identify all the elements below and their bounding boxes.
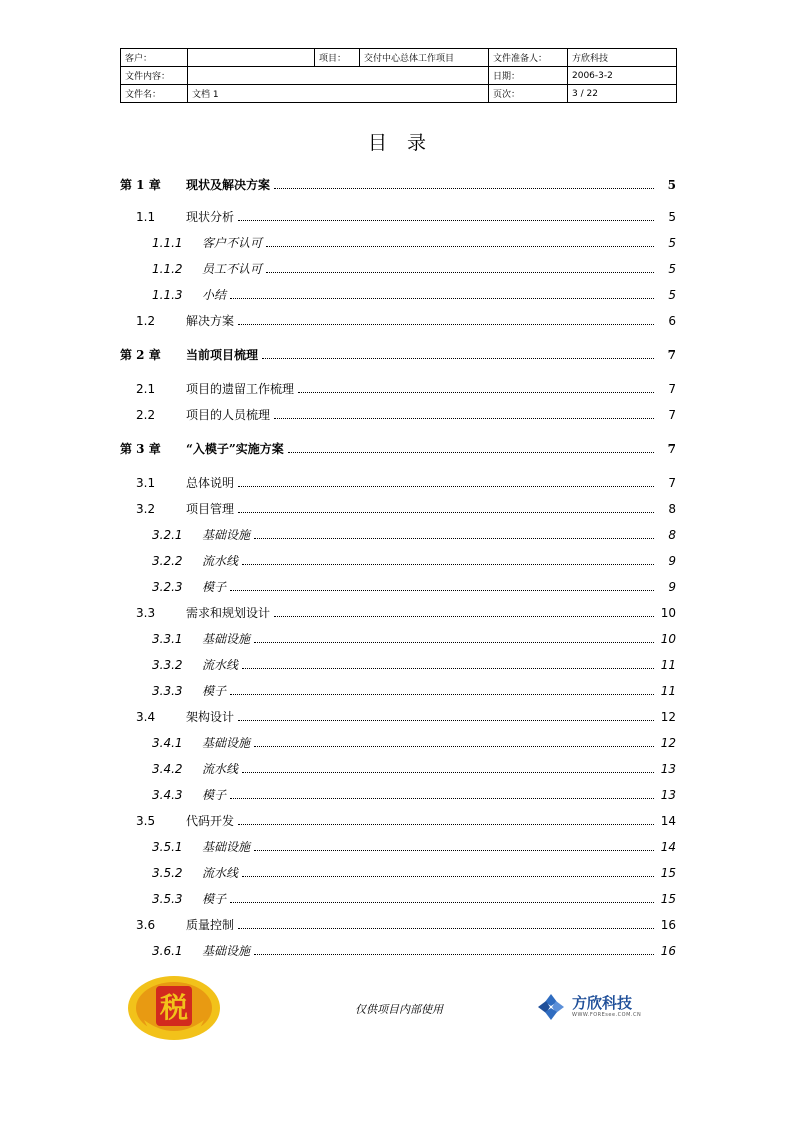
- toc-entry[interactable]: [120, 310, 676, 328]
- brand-name: 方欣科技: [572, 994, 633, 1012]
- toc-entry-title: 解决方案: [186, 314, 235, 328]
- toc-entry-title: 当前项目梳理: [186, 348, 259, 362]
- toc-entry-title: 项目管理: [186, 502, 235, 516]
- toc-dot-leader: [242, 563, 654, 565]
- toc-entry-number: 3.5.1: [152, 840, 183, 854]
- toc-entry-number: 1.2: [136, 314, 156, 328]
- toc-entry-page: 5: [667, 178, 676, 192]
- toc-entry-number: 1.1.1: [152, 236, 183, 250]
- toc-entry[interactable]: [120, 206, 676, 224]
- toc-entry-title: 基础设施: [202, 528, 251, 542]
- toc-entry[interactable]: [120, 472, 676, 490]
- toc-entry-number: 3.6.1: [152, 944, 183, 958]
- toc-entry-number: 3.3: [136, 606, 156, 620]
- toc-entry[interactable]: [120, 810, 676, 828]
- toc-entry[interactable]: [120, 438, 676, 456]
- brand-mark-icon: [536, 992, 566, 1022]
- toc-entry-page: 14: [660, 840, 676, 854]
- date-label: 日期：: [489, 67, 568, 85]
- toc-entry-title: 架构设计: [186, 710, 235, 724]
- toc-entry-title: 基础设施: [202, 840, 251, 854]
- toc-entry-page: 15: [660, 892, 676, 906]
- toc-entry-page: 13: [660, 788, 676, 802]
- toc-entry-page: 13: [660, 762, 676, 776]
- toc-entry[interactable]: [120, 706, 676, 724]
- toc-entry[interactable]: [120, 888, 676, 906]
- tax-emblem-logo: [126, 972, 222, 1042]
- toc-entry[interactable]: [120, 378, 676, 396]
- toc-entry-title: 流水线: [202, 866, 239, 880]
- toc-entry-number: 3.2.1: [152, 528, 183, 542]
- toc-entry-number: 2.2: [136, 408, 156, 422]
- toc-entry-page: 7: [667, 348, 676, 362]
- toc-entry-page: 5: [668, 236, 676, 250]
- footer-note: 仅供项目内部使用: [355, 1003, 443, 1016]
- toc-dot-leader: [274, 615, 654, 617]
- toc-entry[interactable]: [120, 344, 676, 362]
- toc-entry-number: 3.2.3: [152, 580, 183, 594]
- toc-dot-leader: [238, 511, 654, 513]
- toc-entry-page: 8: [668, 528, 676, 542]
- toc-entry-title: 需求和规划设计: [186, 606, 271, 620]
- brand-url: WWW.FOREsee.COM.CN: [572, 1012, 642, 1018]
- toc-entry-number: 3.6: [136, 918, 156, 932]
- preparer-label: 文件准备人：: [489, 49, 568, 67]
- toc-dot-leader: [230, 693, 654, 695]
- toc-entry-page: 16: [660, 944, 676, 958]
- toc-entry[interactable]: [120, 862, 676, 880]
- emblem-glyph: 税: [159, 991, 189, 1024]
- toc-entry-title: 流水线: [202, 762, 239, 776]
- toc-entry-title: 模子: [202, 684, 227, 698]
- toc-entry-title: 模子: [202, 892, 227, 906]
- toc-dot-leader: [254, 953, 654, 955]
- toc-entry-number: 1.1.2: [152, 262, 183, 276]
- toc-entry-number: 3.3.1: [152, 632, 183, 646]
- toc-entry-page: 11: [660, 658, 676, 672]
- toc-dot-leader: [238, 823, 654, 825]
- toc-entry-title: 流水线: [202, 658, 239, 672]
- toc-dot-leader: [242, 771, 654, 773]
- toc-entry-title: 模子: [202, 580, 227, 594]
- toc-entry-page: 11: [660, 684, 676, 698]
- toc-entry[interactable]: [120, 550, 676, 568]
- toc-dot-leader: [238, 219, 654, 221]
- toc-entry[interactable]: [120, 174, 676, 192]
- header-table: [120, 48, 677, 103]
- page-value: 3 / 22: [568, 85, 677, 103]
- toc-entry-number: 3.3.2: [152, 658, 183, 672]
- toc-entry-page: 5: [668, 288, 676, 302]
- toc-entry-number: 第 3 章: [120, 442, 161, 456]
- toc-entry[interactable]: [120, 628, 676, 646]
- toc-entry-title: 现状及解决方案: [186, 178, 271, 192]
- toc-dot-leader: [230, 901, 654, 903]
- project-value: 交付中心总体工作项目: [360, 49, 489, 67]
- toc-entry-number: 第 1 章: [120, 178, 161, 192]
- toc-entry-page: 7: [668, 476, 676, 490]
- toc-entry-title: 项目的人员梳理: [186, 408, 271, 422]
- toc-entry-title: 流水线: [202, 554, 239, 568]
- toc-entry[interactable]: [120, 524, 676, 542]
- filename-label: 文件名：: [121, 85, 188, 103]
- customer-label: 客户：: [121, 49, 188, 67]
- toc-entry-title: “入模子”实施方案: [186, 442, 284, 456]
- page-label: 页次：: [489, 85, 568, 103]
- toc-entry-page: 9: [668, 554, 676, 568]
- customer-value: [188, 49, 315, 67]
- toc-dot-leader: [266, 271, 654, 273]
- toc-entry-number: 第 2 章: [120, 348, 161, 362]
- toc-entry[interactable]: [120, 784, 676, 802]
- toc-dot-leader: [238, 323, 654, 325]
- toc-entry[interactable]: [120, 284, 676, 302]
- toc-entry-page: 14: [660, 814, 676, 828]
- toc-entry-page: 9: [668, 580, 676, 594]
- toc-entry[interactable]: [120, 836, 676, 854]
- toc-entry-number: 3.4.2: [152, 762, 183, 776]
- toc-entry-number: 3.3.3: [152, 684, 183, 698]
- toc-entry-number: 3.5: [136, 814, 156, 828]
- toc-entry-page: 10: [660, 632, 676, 646]
- toc-entry-page: 7: [668, 382, 676, 396]
- toc-entry[interactable]: [120, 732, 676, 750]
- toc-dot-leader: [274, 417, 654, 419]
- toc-dot-leader: [230, 297, 654, 299]
- toc-dot-leader: [262, 357, 654, 359]
- toc-entry[interactable]: [120, 576, 676, 594]
- toc-entry-page: 5: [668, 262, 676, 276]
- preparer-value: 方欣科技: [568, 49, 677, 67]
- toc-entry-number: 3.4: [136, 710, 156, 724]
- toc-entry-title: 客户不认可: [202, 236, 263, 250]
- toc-dot-leader: [242, 875, 654, 877]
- toc-dot-leader: [254, 641, 654, 643]
- toc-entry-page: 5: [668, 210, 676, 224]
- toc-entry-number: 3.5.3: [152, 892, 183, 906]
- toc-entry-number: 2.1: [136, 382, 156, 396]
- toc-entry-title: 质量控制: [186, 918, 235, 932]
- toc-entry-title: 基础设施: [202, 944, 251, 958]
- toc-entry-title: 基础设施: [202, 736, 251, 750]
- toc-entry[interactable]: [120, 680, 676, 698]
- toc-entry-title: 基础设施: [202, 632, 251, 646]
- project-label: 项目：: [315, 49, 360, 67]
- filename-value: 文档 1: [188, 85, 489, 103]
- toc-entry-page: 8: [668, 502, 676, 516]
- toc-entry-page: 12: [660, 710, 676, 724]
- toc-entry-title: 代码开发: [186, 814, 235, 828]
- toc-entry[interactable]: [120, 940, 676, 958]
- toc-dot-leader: [266, 245, 654, 247]
- toc-entry[interactable]: [120, 404, 676, 422]
- toc-entry-title: 小结: [202, 288, 227, 302]
- toc-dot-leader: [238, 485, 654, 487]
- toc-entry-page: 7: [667, 442, 676, 456]
- toc-entry-number: 3.4.1: [152, 736, 183, 750]
- toc-entry-title: 员工不认可: [202, 262, 263, 276]
- toc-dot-leader: [274, 187, 654, 189]
- toc-entry-number: 3.1: [136, 476, 156, 490]
- toc-entry[interactable]: [120, 654, 676, 672]
- content-value: [188, 67, 489, 85]
- toc-entry-title: 现状分析: [186, 210, 235, 224]
- toc-entry-page: 16: [660, 918, 676, 932]
- toc-entry-number: 3.5.2: [152, 866, 183, 880]
- content-label: 文件内容：: [121, 67, 188, 85]
- toc-entry-number: 3.4.3: [152, 788, 183, 802]
- toc-dot-leader: [238, 719, 654, 721]
- toc-entry-number: 3.2: [136, 502, 156, 516]
- toc-entry-page: 6: [668, 314, 676, 328]
- toc-entry-page: 15: [660, 866, 676, 880]
- toc-entry[interactable]: [120, 914, 676, 932]
- toc-entry-page: 7: [668, 408, 676, 422]
- toc-entry-number: 3.2.2: [152, 554, 183, 568]
- date-value: 2006-3-2: [568, 67, 677, 85]
- toc-entry-title: 项目的遗留工作梳理: [186, 382, 295, 396]
- toc-entry-number: 1.1: [136, 210, 156, 224]
- toc-dot-leader: [230, 797, 654, 799]
- toc-entry-page: 10: [660, 606, 676, 620]
- toc-entry[interactable]: [120, 258, 676, 276]
- page-title: 目录: [367, 132, 446, 154]
- toc-entry-title: 总体说明: [186, 476, 235, 490]
- toc-dot-leader: [288, 451, 654, 453]
- toc-entry-title: 模子: [202, 788, 227, 802]
- toc-dot-leader: [238, 927, 654, 929]
- toc-entry[interactable]: [120, 602, 676, 620]
- toc-entry[interactable]: [120, 498, 676, 516]
- toc-dot-leader: [254, 849, 654, 851]
- toc-dot-leader: [298, 391, 654, 393]
- toc-entry[interactable]: [120, 232, 676, 250]
- toc-dot-leader: [254, 537, 654, 539]
- toc-entry-page: 12: [660, 736, 676, 750]
- toc-entry[interactable]: [120, 758, 676, 776]
- toc-dot-leader: [254, 745, 654, 747]
- toc-dot-leader: [242, 667, 654, 669]
- toc-entry-number: 1.1.3: [152, 288, 183, 302]
- toc-dot-leader: [230, 589, 654, 591]
